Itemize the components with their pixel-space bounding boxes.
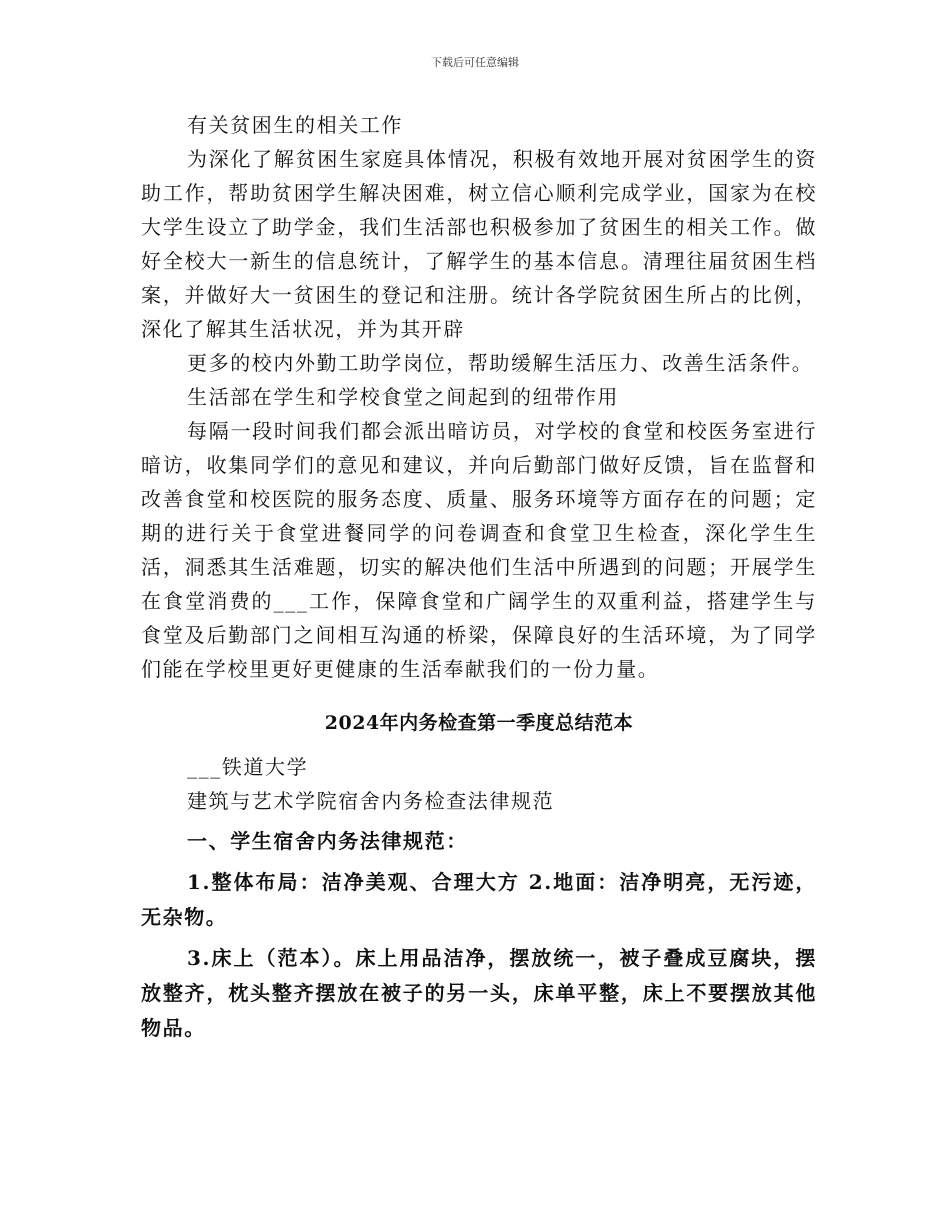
item-heading: 一、学生宿舍内务法律规范： — [187, 829, 468, 853]
document-body — [141, 108, 817, 1046]
regulation-title: 建筑与艺术学院宿舍内务检查法律规范 — [187, 789, 555, 813]
section-heading: 有关贫困生的相关工作 — [187, 113, 403, 137]
list-item: 1.整体布局：洁净美观、合理大方 2.地面：洁净明亮，无污迹，无杂物。 — [141, 870, 817, 929]
school-name: ___铁道大学 — [187, 755, 309, 779]
list-item: 3.床上（范本）。床上用品洁净，摆放统一，被子叠成豆腐块，摆放整齐，枕头整齐摆放在被子的另一头，床单平整，床上不要摆放其他物品。 — [141, 946, 817, 1040]
paragraph: 更多的校内外勤工助学岗位，帮助缓解生活压力、改善生活条件。 — [187, 351, 814, 375]
document-title: 2024年内务检查第一季度总结范本 — [324, 712, 634, 734]
section-heading: 生活部在学生和学校食堂之间起到的纽带作用 — [187, 385, 619, 409]
page-header: 下载后可任意编辑 — [431, 56, 519, 69]
paragraph: 为深化了解贫困生家庭具体情况，积极有效地开展对贫困学生的资助工作，帮助贫困学生解决困难，树立信心顺利完成学业，国家为在校大学生设立了助学金，我们生活部也积极参加了贫困生的相关工作。做好全校大一新生的信息统计，了解学生的基本信息。清理往届贫困生档案，并做好大一贫困生的登记和注册。统计各学院贫困生所占的比例，深化了解其生活状况，并为其开辟 — [141, 147, 817, 341]
paragraph: 每隔一段时间我们都会派出暗访员，对学校的食堂和校医务室进行暗访，收集同学们的意见和建议，并向后勤部门做好反馈，旨在监督和改善食堂和校医院的服务态度、质量、服务环境等方面存在的问题；定期的进行关于食堂进餐同学的问卷调查和食堂卫生检查，深化学生生活，洞悉其生活难题，切实的解决他们生活中所遇到的问题；开展学生在食堂消费的___工作，保障食堂和广阔学生的双重利益，搭建学生与食堂及后勤部门之间相互沟通的桥梁，保障良好的生活环境，为了同学们能在学校里更好更健康的生活奉献我们的一份力量。 — [141, 419, 817, 681]
